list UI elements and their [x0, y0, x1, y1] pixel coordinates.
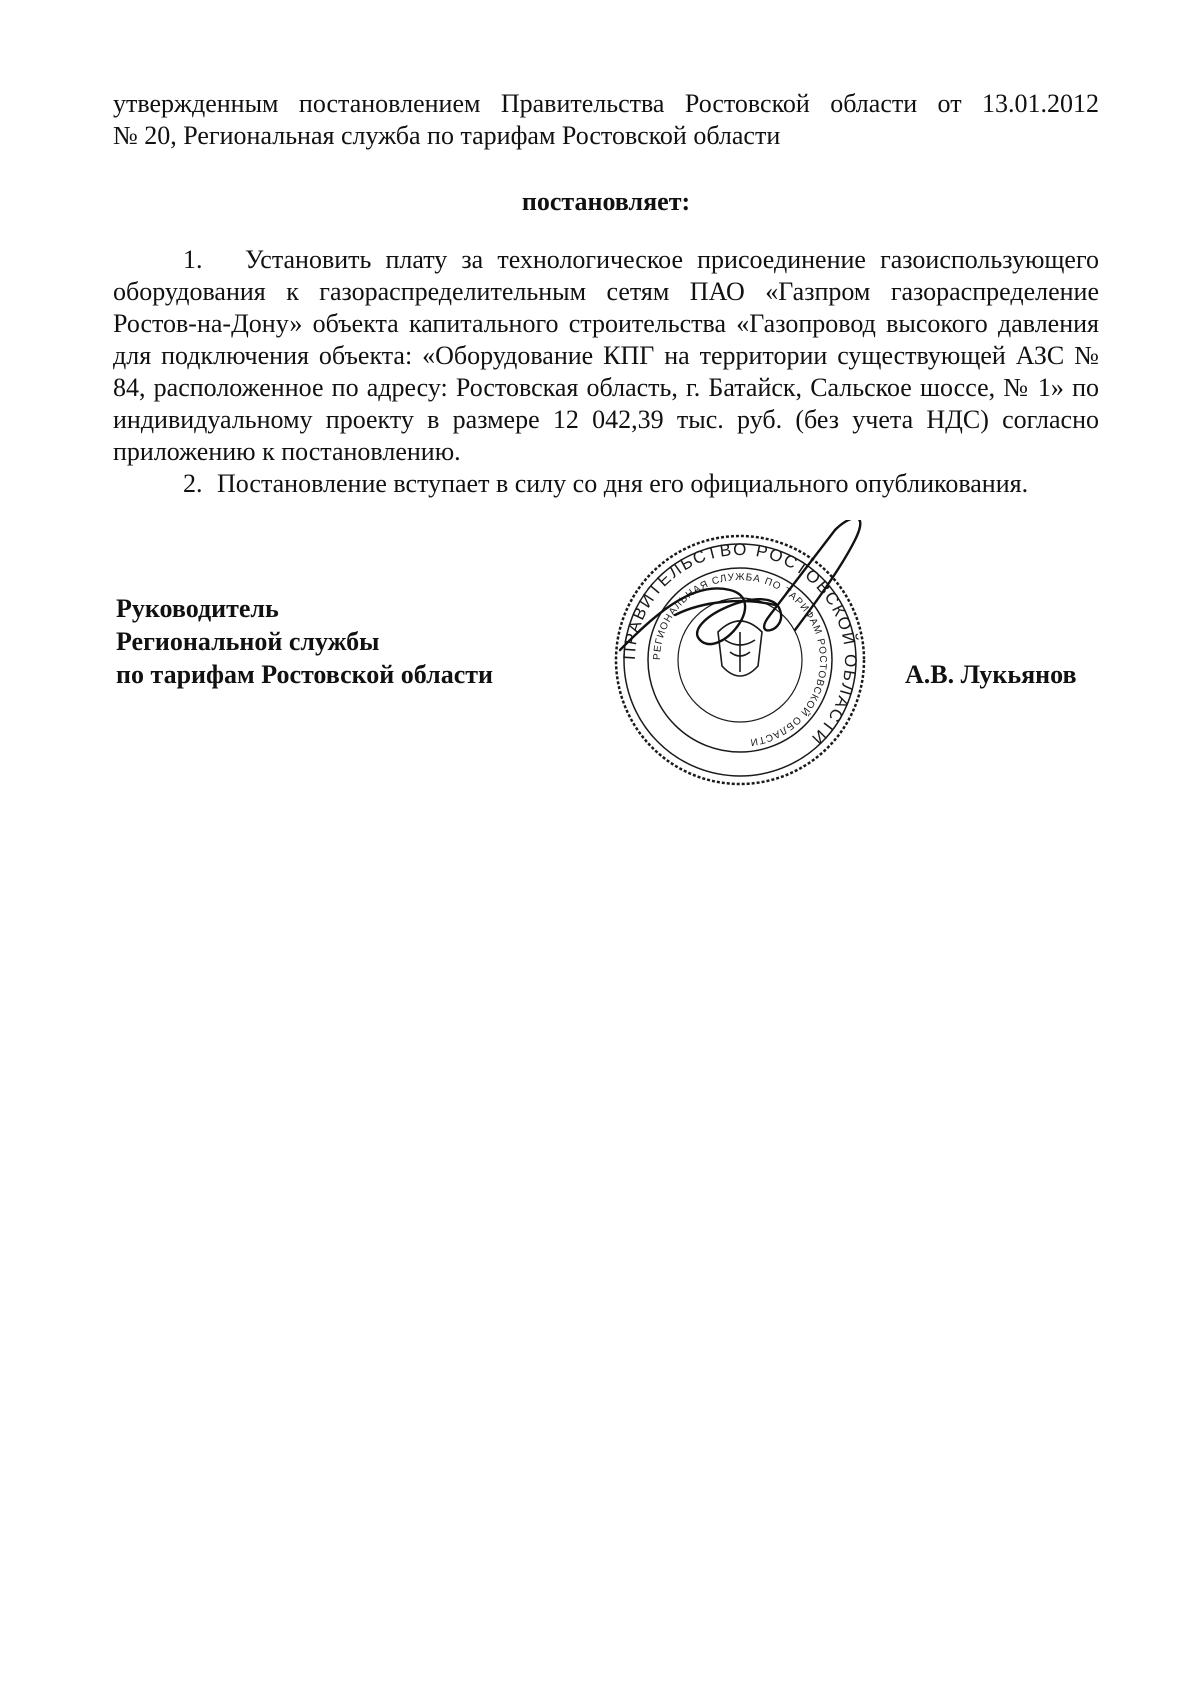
signatory-title-line-3: по тарифам Ростовской области: [116, 660, 494, 689]
preamble-line-2: № 20, Региональная служба по тарифам Ростовской области: [113, 121, 781, 150]
official-stamp-icon: [580, 520, 900, 800]
preamble-line-1: утвержденным постановлением Правительства Ростовской области от 13.01.2012: [113, 89, 1099, 118]
stamp-outer-text: ПРАВИТЕЛЬСТВО РОСТОВСКОЙ ОБЛАСТИ: [619, 539, 861, 750]
item-number: 1.: [183, 245, 203, 274]
decision-item-2: [113, 468, 1099, 500]
signatory-title-line-1: Руководитель: [116, 594, 279, 623]
signatory-title-line-2: Региональной службы: [116, 627, 380, 656]
decision-heading: постановляет:: [521, 187, 691, 216]
item-text: Установить плату за технологическое присоединение газоиспользующего оборудования к газораспределительным сетям ПАО «Газпром газораспределение Ростов-на-Дону» объекта капитального строительства «Газопровод высокого давления для подключения объекта: «Оборудование КПГ на территории существующей АЗС № 84, расположенное по адресу: Ростовская область, г. Батайск, Сальское шоссе, № 1» по индивидуальному проекту в размере 12 042,39 тыс. руб. (без учета НДС) согласно приложению к постановлению.: [113, 245, 1099, 466]
signatory-name: А.В. Лукьянов: [905, 660, 1077, 689]
preamble: [113, 88, 1099, 152]
stamp-inner-text: РЕГИОНАЛЬНАЯ СЛУЖБА ПО ТАРИФАМ РОСТОВСКОЙ ОБЛАСТИ: [651, 571, 829, 748]
item-text: Постановление вступает в силу со дня его официального опубликования.: [217, 469, 1029, 498]
decision-item-1: [113, 244, 1099, 468]
decision-items: [113, 244, 1099, 500]
signatory-title: [116, 592, 493, 691]
stamp-emblem: [718, 621, 762, 676]
item-number: 2.: [183, 469, 203, 498]
